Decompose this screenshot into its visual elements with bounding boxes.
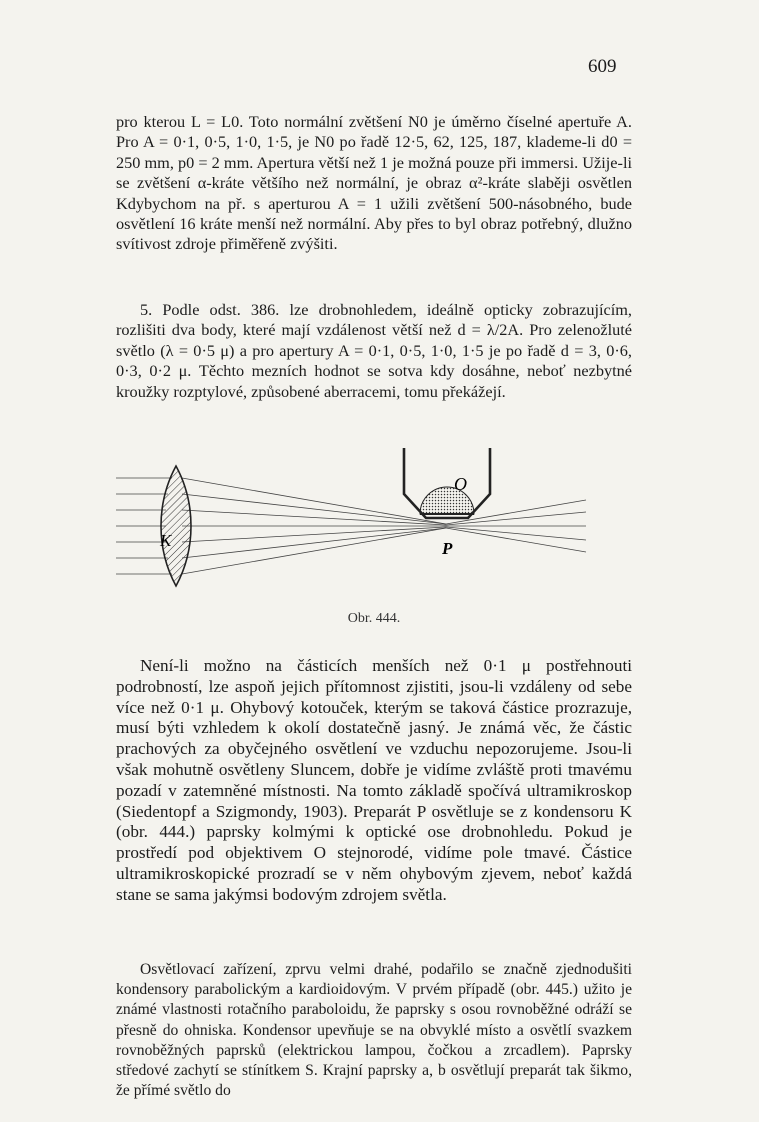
converging-rays [182,478,446,574]
page-number: 609 [588,56,617,77]
paragraph-3-block [116,656,632,906]
paragraph-2: 5. Podle odst. 386. lze drobnohledem, ideálně opticky zobrazujícím, rozlišiti dva body, které mají vzdálenost větší než d = λ/2A. Pro zelenožluté světlo (λ = 0·5 μ) a pro apertury A = 0·1, 0·5, 1·0, 1·5 je po řadě d = 3, 0·6, 0·3, 0·2 μ. Těchto mezních hodnot se sotva kdy dosáhne, neboť nezbytné kroužky rozptylové, způsobené aberracemi, tomu překážejí. [116,300,632,401]
figure-444 [116,448,632,628]
figure-diagram [116,448,632,628]
lens-k [161,466,191,586]
paragraph-4: Osvětlovací zařízení, zprvu velmi drahé, podařilo se značně zjednodušiti kondensory parabolickým a kardioidovým. V prvém případě (obr. 445.) užito je známé vlastnosti rotačního paraboloidu, že paprsky s osou rovnoběžné odráží se přesně do ohniska. Kondensor upevňuje se na obvyklé místo a osvětlí svazkem rovnoběžných paprsků (elektrickou lampou, čočkou a zrcadlem). Paprsky středové zachytí se stínítkem S. Krajní paprsky a, b osvětlují preparát tak šikmo, že přímé světlo do [116,961,632,1100]
figure-caption: Obr. 444. [347,611,401,626]
label-k: K [160,531,172,550]
objective-o [404,448,490,518]
paragraph-4-block [116,960,632,1101]
label-p: P [442,539,453,558]
paragraph-1-block [116,112,632,255]
paragraph-3: Není-li možno na částicích menších než 0·1 μ postřehnouti podrobností, lze aspoň jejich přítomnost zjistiti, jsou-li vzdáleny od sebe více než 0·1 μ. Ohybový kotouček, kterým se taková částice prozrazuje, musí býti vzhledem k okolí dostatečně jasný. Je známá věc, že částic prachových za obyčejného osvětlení ve vzduchu nepozorujeme. Jsou-li však mohutně osvětleny Sluncem, dobře je vidíme zvláště proti tmavému pozadí v zatemněné místnosti. Na tomto základě spočívá ultramikroskop (Siedentopf a Szigmondy, 1903). Preparát P osvětluje se z kondensoru K (obr. 444.) paprsky kolmými k optické ose drobnohledu. Pokud je prostředí pod objektivem O stejnorodé, vidíme pole tmavé. Částice ultramikroskopické prozradí se v něm ohybovým zjevem, neboť každá stane se sama jakýmsi bodovým zdrojem světla. [116,656,632,904]
paragraph-2-block [116,300,632,402]
label-o: O [454,474,467,494]
paragraph-1: pro kterou L = L0. Toto normální zvětšení N0 je úměrno číselné apertuře A. Pro A = 0·1, 0·5, 1·0, 1·5, je N0 po řadě 12·5, 62, 125, 187, klademe-li d0 = 250 mm, p0 = 2 mm. Apertura větší než 1 je možná pouze při immersi. Užije-li se zvětšení α-kráte většího než normální, je obraz α²-kráte slaběji osvětlen Kdybychom na př. s aperturou A = 1 užili zvětšení 500-násobného, bude osvětlení 16 kráte menší než normální. Aby přes to byl obraz potřebný, dlužno svítivost zdroje přiměřeně zvýšiti. [116,112,632,254]
